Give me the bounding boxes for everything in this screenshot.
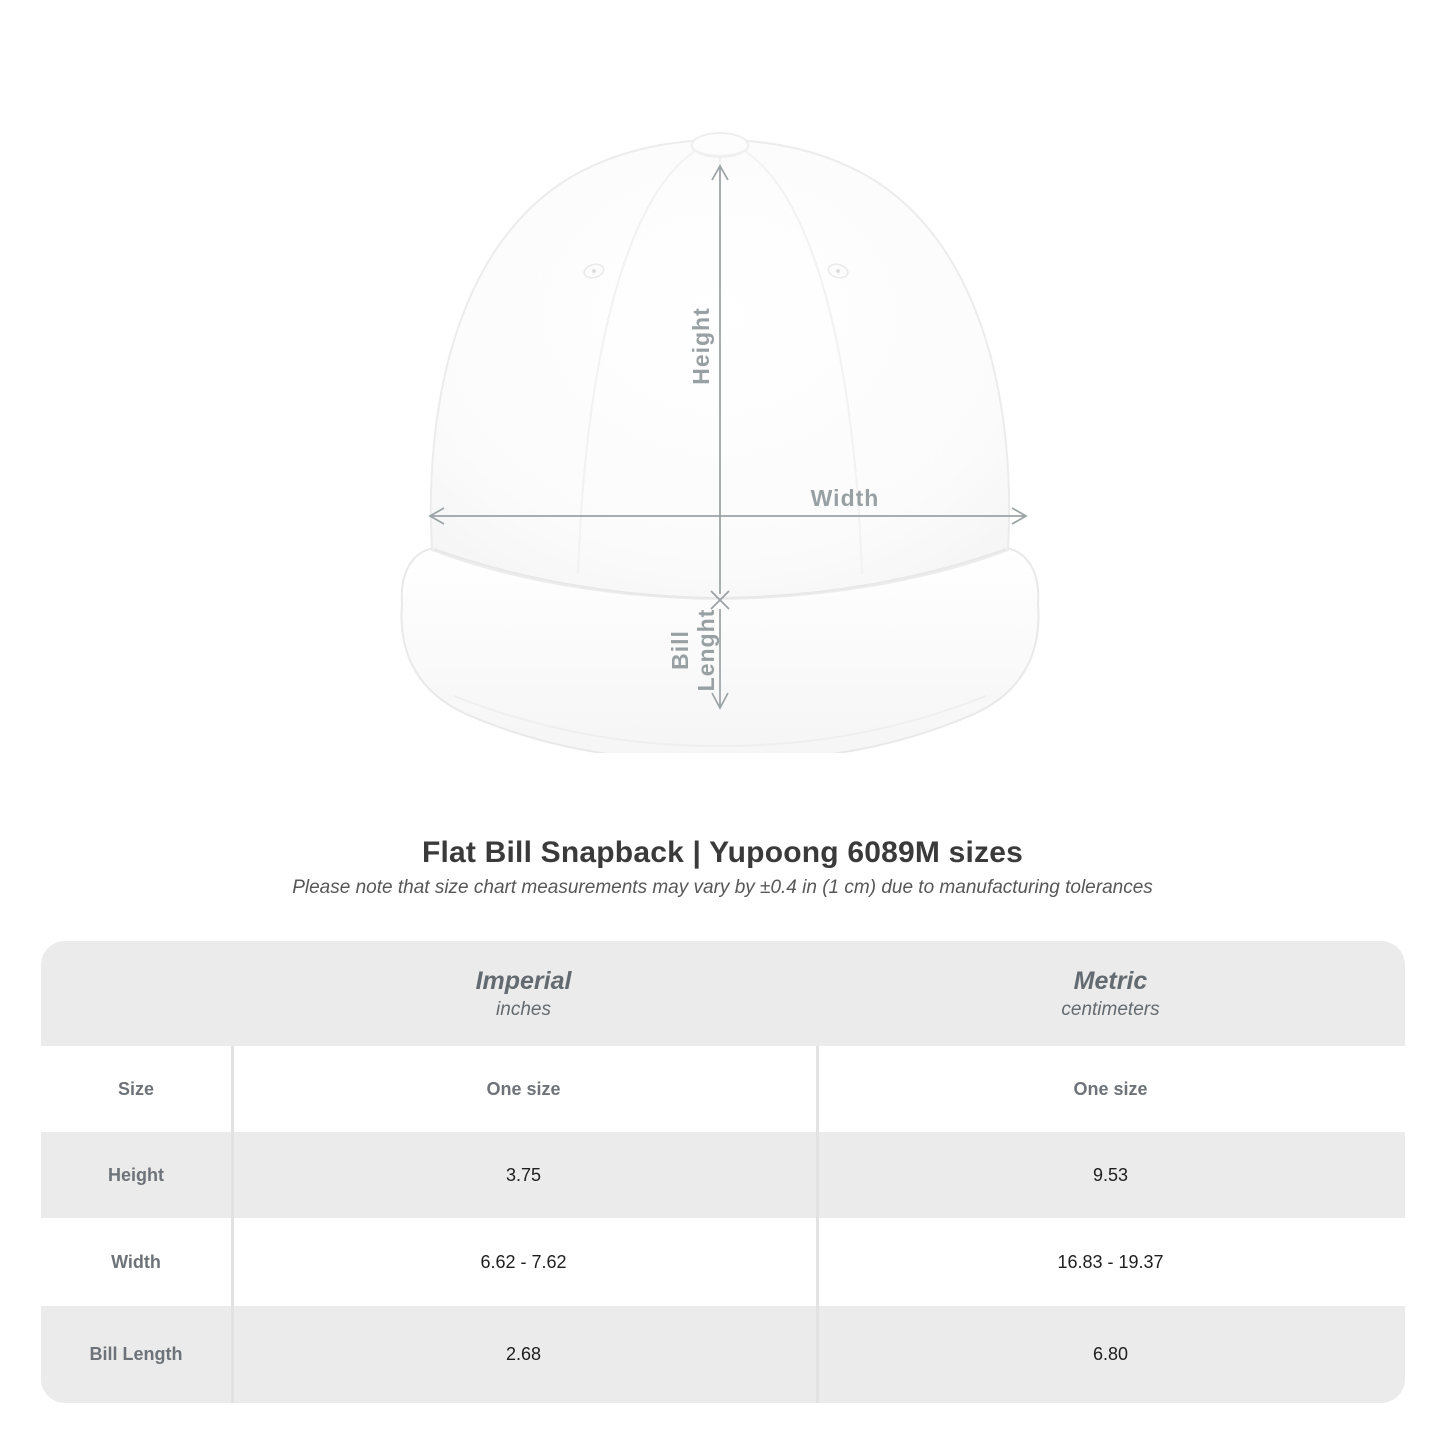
bill-length-arrow-label-line1: Bill [667,630,694,670]
table-header-spacer [41,941,231,1046]
metric-unit: centimeters [1061,998,1160,1020]
table-row-size [41,1046,1405,1132]
hat-diagram [390,108,1050,753]
imperial-value: 2.68 [505,1344,542,1364]
imperial-value: One size [486,1078,561,1099]
column-divider [231,1046,234,1403]
table-row-height [41,1132,1405,1218]
metric-value: 6.80 [1092,1344,1129,1364]
title-block [0,836,1445,899]
table-header-metric [1061,967,1159,1021]
metric-title: Metric [1073,966,1148,995]
row-label: Bill Length [89,1344,183,1364]
table-row-width [41,1218,1405,1306]
size-table [41,941,1405,1403]
metric-value: One size [1073,1078,1148,1099]
imperial-title: Imperial [475,966,572,995]
imperial-value: 6.62 - 7.62 [480,1251,567,1272]
row-label: Height [108,1164,164,1185]
row-label: Width [111,1251,161,1272]
table-header-imperial [476,967,572,1021]
metric-value: 9.53 [1092,1164,1129,1185]
metric-value: 16.83 - 19.37 [1057,1251,1164,1272]
imperial-unit: inches [496,998,551,1020]
page-subtitle: Please note that size chart measurements may vary by ±0.4 in (1 cm) due to manufacturing tolerances [292,877,1153,898]
width-arrow-label: Width [810,485,880,511]
top-button [692,133,748,157]
column-divider [816,1046,819,1403]
page-title: Flat Bill Snapback | Yupoong 6089M sizes [421,836,1023,869]
row-label: Size [117,1078,155,1099]
table-row-bill-length [41,1306,1405,1403]
height-arrow-label: Height [688,307,715,385]
imperial-value: 3.75 [505,1164,542,1185]
bill-length-arrow-label-line2: Lenght [693,608,720,692]
hat-illustration [390,108,1050,753]
table-header-row [41,941,1405,1046]
